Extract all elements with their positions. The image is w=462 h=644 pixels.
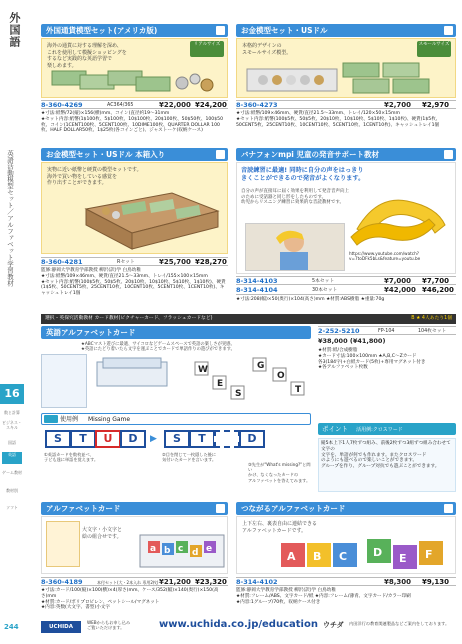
product-title: バナフォンmpi 児童の発音サポート教材	[241, 150, 379, 159]
product-header	[236, 24, 456, 37]
svg-text:T: T	[295, 385, 302, 395]
currency-photo	[50, 69, 220, 95]
product-header	[41, 24, 228, 37]
new-badge-icon	[216, 504, 225, 513]
footer	[41, 617, 456, 641]
price-with-tax: ¥23,320	[195, 578, 227, 586]
svg-text:E: E	[399, 552, 407, 565]
side-index-item[interactable]: ビジネス・スキル	[2, 420, 22, 430]
category-band-note: B ★ 4人あたり1個	[411, 316, 452, 321]
product-model: 30本セット	[312, 288, 338, 293]
price: ¥42,000	[384, 286, 416, 294]
product-notes: ★材質:紙/合成樹脂 ★カード寸法:100×100mm ★A,B,C〜Zカード 各3(184字)+白紙カード(5枚)+専用マグネット付き ★各アルファベット枚数	[318, 348, 426, 371]
product-description: 上下左右、裏表自由に連結できる アルファベットカードです。	[242, 521, 318, 534]
card-case-illustration	[93, 356, 173, 390]
svg-text:b: b	[164, 546, 171, 556]
size-badge: スモールサイズ	[417, 41, 451, 57]
letter-card: U	[95, 430, 121, 448]
product-header	[236, 148, 456, 161]
usage-title: 使用例	[60, 416, 79, 423]
banaphone-illustration	[347, 189, 453, 247]
price-with-tax: ¥2,970	[422, 101, 450, 109]
product-header	[236, 502, 456, 515]
price-block	[318, 337, 456, 347]
step-1-text: ①英語カードを数枚並べ、 子ども達に単語を覚えます。	[44, 452, 99, 463]
product-title: つながるアルファベットカード	[241, 504, 346, 513]
product-description: 大文字・小文字と 絵の組合せです。	[82, 527, 123, 540]
side-index-item[interactable]: 国語	[8, 440, 16, 445]
price-row	[41, 100, 228, 109]
product-header	[41, 148, 228, 161]
card-box-illustration	[138, 521, 226, 571]
letter-card-sample-photo	[46, 521, 80, 567]
product-panel	[236, 162, 456, 274]
new-badge-icon	[216, 150, 225, 159]
child-illustration	[246, 224, 344, 270]
point-text: 縦5本上下1人7枚ずつ組み、前後2枚ずつ3組ずつ組み合わせて文字の 文字を、単語が何でも作れます。またクロスワード のようにも遊べるので楽しいことができます。 グループを作り、グループ対抗でも遊ぶことができます。	[318, 438, 456, 492]
side-index-item[interactable]: ソフト	[6, 505, 18, 510]
product-code[interactable]: 8-360-4273	[236, 101, 278, 109]
footer-tagline: 内田洋行の教育関連製品などご案内をしております。	[349, 621, 450, 626]
svg-text:C: C	[339, 550, 348, 563]
svg-text:F: F	[425, 548, 433, 561]
letter-card: D	[239, 430, 265, 448]
product-description: 海外の通貨に対する理解を深め、 これを使用して模擬ショッピングを するなど実践的な英語学習で 楽しめます。	[47, 43, 127, 69]
product-spec: 104枚セット	[418, 329, 447, 334]
svg-text:d: d	[192, 548, 199, 558]
svg-text:A: A	[287, 550, 296, 563]
card-case-open-photo	[93, 356, 173, 390]
product-panel	[41, 162, 228, 254]
point-header	[318, 423, 456, 435]
game-title: Missing Game	[87, 416, 131, 423]
usage-example-header	[41, 413, 311, 425]
category-subtitle: 英語活動模型セット／アルファベット学習教材	[6, 150, 14, 287]
point-subtitle: 活用例:クロスワード	[356, 427, 403, 433]
new-badge-icon	[216, 26, 225, 35]
side-index-item[interactable]: ゲーム教材	[2, 470, 22, 475]
price-with-tax: ¥7,700	[422, 277, 450, 285]
svg-text:a: a	[150, 544, 157, 554]
price-with-tax: ¥28,270	[195, 258, 227, 266]
currency-illustration	[50, 69, 220, 95]
currency-tray-photo	[243, 61, 449, 95]
letter-card: T	[189, 430, 215, 448]
product-model: Rセット	[117, 260, 135, 265]
point-title: ポイント	[322, 425, 348, 433]
product-title: アルファベットカード	[46, 504, 121, 513]
boxed-currency-illustration	[82, 189, 222, 251]
price-row	[41, 257, 228, 266]
svg-text:e: e	[206, 544, 213, 554]
page-number: 244	[4, 623, 19, 631]
product-notes: ★寸法:紙幣/72(縦)×156(横)mm、コイン(直径約19〜31mm ★セット内容:紙幣(1$100枚、5$100枚、10$100枚、20$100枚、50$50枚、100$50枚、コイン(1CENT100枚、5CENT100枚、10DIME100枚、QUARTER DOLLAR 100枚、HALF DOLLAR50枚、1$25枚(各コインごと)、ジャストーケ(収納ケース)	[41, 111, 224, 134]
svg-text:E: E	[217, 379, 224, 389]
product-notes: 監修:静岡大学教育学部教授 柳沢(訳)学 白鳥幼稚 ★材質:フレーム/ABS、文字カード/紙 ★内容:フレーム/薄青、文字カード/カラー印刷 ★内容:1グループ/70枚、収納ケース付き	[236, 588, 411, 605]
footer-url[interactable]: www.uchida.co.jp/education	[159, 619, 318, 630]
price-row	[41, 577, 228, 586]
child-using-banaphone-photo	[245, 223, 345, 271]
price-with-tax: ¥9,130	[422, 578, 450, 586]
step-2-text: ②目を閉じて一枚隠した後に 気付いたカードを言います。	[162, 452, 217, 463]
svg-text:B: B	[313, 550, 322, 563]
card-case-photo	[41, 354, 87, 408]
product-title: お金模型セット・USドル 本箱入り	[46, 150, 166, 159]
side-index-item-active[interactable]: 英語	[2, 452, 22, 464]
banaphone-photo	[347, 189, 453, 247]
product-model: FP-104	[378, 329, 395, 334]
boxed-currency-photo	[82, 189, 222, 251]
letter-card: T	[70, 430, 96, 448]
product-notes: ★寸法:カード/100(縦)×100(横)×4(厚さ)mm、ケース/352(幅)×140(奥行)×150(高さ)mm ★材質:カード/ポリプロピレン、ペットシール/マグネット ★内容:英数(大文字、書型)小文字	[41, 588, 219, 611]
usage-tag-icon	[44, 415, 58, 423]
svg-text:D: D	[373, 546, 383, 559]
side-index-item[interactable]: 数と計算	[4, 410, 20, 415]
new-badge-icon	[444, 504, 453, 513]
product-panel	[41, 340, 311, 410]
product-notes: 監修:静岡大学教育学部教授 柳沢(訳)学 白鳥幼稚 ★寸法:紙幣/109×46mm、硬貨/直径21.5〜33mm、トレイ/155×100×15mm ★セット内容:紙幣(100$5枚、50$5枚、20$10枚、10$10枚、5$10枚、1$10枚)、硬貨(1$5枚、50CENT5枚、25CENT10枚、10CENT10枚、5CENT10枚、1CENT10枚)、キャッシュトレイ1個	[41, 268, 226, 297]
svg-text:W: W	[198, 365, 208, 375]
category-band	[41, 314, 456, 324]
uchida-logo: UCHIDA	[41, 621, 81, 633]
product-title: 外国通貨模型セット(アメリカ版)	[46, 26, 158, 35]
price: ¥25,700	[159, 258, 191, 266]
product-title: 英語アルファベットカード	[46, 328, 136, 337]
product-description: ★ABCマスト遊びに最適、サイコロなどゲームスペースで英語の楽しさが実感。 ★英語にたどり着いたら文字を運ぶことでカードで単語作りの遊びができます。	[81, 342, 235, 353]
hidden-card-slot	[214, 430, 240, 448]
product-code[interactable]: 8-314-4102	[236, 578, 278, 586]
floating-letters-illustration	[191, 352, 309, 408]
product-header	[41, 502, 228, 515]
product-code[interactable]: 2-252-5210	[318, 327, 360, 335]
product-panel	[236, 516, 456, 574]
price-row	[318, 326, 456, 335]
product-notes: ★寸法:208(幅)×50(奥行)×104(高さ)mm ★材質:ABS樹脂 ★重量:70g	[236, 297, 385, 302]
category-title: 外国語	[8, 12, 21, 48]
price-with-tax: ¥46,200	[422, 286, 454, 294]
brand-mark: ウチダ	[323, 621, 344, 629]
price-row	[236, 100, 456, 109]
product-code[interactable]: 8-314-4104	[236, 286, 278, 294]
linked-cards-illustration	[277, 537, 453, 573]
card-box-photo	[138, 521, 226, 571]
price-with-tax: (¥41,800)	[349, 337, 386, 345]
price-with-tax: ¥24,200	[195, 101, 227, 109]
product-code[interactable]: 8-360-4269	[41, 101, 83, 109]
svg-text:G: G	[257, 361, 265, 371]
product-panel	[41, 38, 228, 98]
new-badge-icon	[444, 26, 453, 35]
sidebar	[0, 0, 24, 644]
category-band-label: 選択・英探究活動教材 カード教材(ピクチャーカード、フラッシュカードなど)	[45, 316, 213, 321]
product-code[interactable]: 8-360-4281	[41, 258, 83, 266]
letter-card: S	[45, 430, 71, 448]
price: ¥7,000	[384, 277, 412, 285]
footer-note: WEBからもお申し込み ご覧いただけます。	[87, 620, 131, 631]
product-code[interactable]: 8-314-4103	[236, 277, 278, 285]
price: ¥21,200	[159, 578, 191, 586]
price: ¥22,000	[159, 101, 191, 109]
side-index-item[interactable]: 教材別	[6, 488, 18, 493]
currency-tray-illustration	[243, 61, 449, 95]
product-panel	[41, 516, 228, 574]
svg-text:S: S	[235, 389, 242, 399]
product-model: 5本セット	[312, 279, 335, 284]
product-description: 本格的デザインの スモールサイズ模型。	[242, 43, 292, 56]
step-3-text: ③先生が"What's missing?"と問い かけ、なくなったカードの アルファベットを答えてみます。	[248, 462, 311, 483]
price: ¥8,300	[384, 578, 412, 586]
product-model: 本付セット(大・2本入れ 専用2枚)	[97, 580, 159, 585]
size-badge: リアルサイズ	[190, 41, 224, 57]
letter-card: S	[164, 430, 190, 448]
product-header	[41, 326, 311, 339]
price: ¥2,700	[384, 101, 412, 109]
price-row	[236, 577, 456, 586]
product-description: 実物に近い紙幣と硬貨の模型セットです。 海外で買い物をしている感覚を 作り出すことができます。	[47, 167, 142, 186]
linked-cards-photo	[277, 537, 453, 573]
product-description: 自分の声が直接耳に届く効果を利用して発音音声向上のために受話器と同じ形をしたものです。 幼児からリスニング練習に効果的な音読教材です。	[241, 189, 349, 206]
price-row	[236, 286, 456, 295]
price: ¥38,000	[318, 337, 348, 345]
product-notes: ★寸法:紙幣/109×46mm、硬貨/直径21.5〜33mm、トレイ/120×50×15mm ★セット内容:紙幣(100$5枚、50$5枚、20$10枚、10$10枚、5$10枚、1$10枚)、硬貨(1$5枚、50CENT5枚、25CENT10枚、10CENT10枚、5CENT10枚、1CENT10枚)、キャッシュトレイ1個	[236, 111, 441, 128]
svg-text:O: O	[277, 371, 285, 381]
product-code[interactable]: 8-360-4189	[41, 578, 83, 586]
svg-text:c: c	[178, 544, 184, 554]
price-row	[236, 276, 456, 285]
arrow-right-icon: ▶	[150, 434, 157, 444]
section-number: 16	[0, 384, 24, 404]
letter-card: D	[120, 430, 146, 448]
product-panel	[236, 38, 456, 98]
youtube-link[interactable]: https://www.youtube.com/watch?v=7toDFk5bLs&feature=youtu.be	[349, 251, 421, 262]
product-lead: 音読練習に最適! 同時に自分の声をはっきり きくことができるので発音がよくなります。	[241, 167, 365, 182]
product-title: お金模型セット・USドル	[241, 26, 328, 35]
product-model: AC364/365	[107, 103, 134, 108]
new-badge-icon	[444, 150, 453, 159]
floating-cards-photo	[191, 352, 309, 408]
